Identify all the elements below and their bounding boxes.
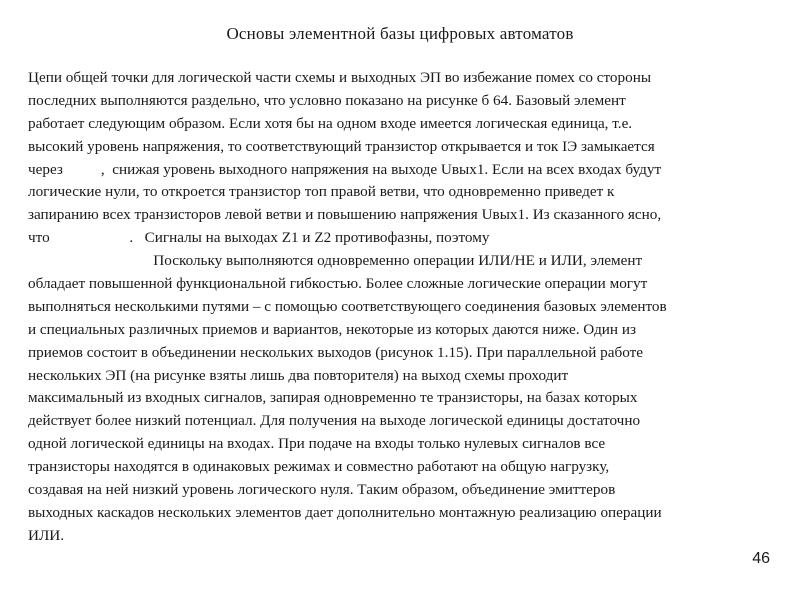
text-line: работает следующим образом. Если хотя бы на одном входе имеется логическая единица, т.е. bbox=[28, 114, 633, 132]
text-line: запиранию всех транзисторов левой ветви и повышению напряжения Uвых1. Из сказанного ясно, bbox=[28, 206, 662, 224]
body-paragraph bbox=[28, 67, 788, 548]
text-line: что . Сигналы на выходах Z1 и Z2 противофазны, поэтому bbox=[28, 229, 490, 247]
text-line: логические нули, то откроется транзистор топ правой ветви, что одновременно приведет к bbox=[28, 183, 615, 201]
text-line: действует более низкий потенциал. Для получения на выходе логической единицы достаточно bbox=[28, 412, 641, 430]
text-line: выходных каскадов нескольких элементов дает дополнительно монтажную реализацию операции bbox=[28, 503, 662, 521]
text-line: выполняться несколькими путями – с помощью соответствующего соединения базовых элементов bbox=[28, 297, 667, 315]
text-line: ИЛИ. bbox=[28, 526, 65, 544]
text-line: последних выполняются раздельно, что условно показано на рисунке б 64. Базовый элемент bbox=[28, 91, 626, 109]
text-line: высокий уровень напряжения, то соответствующий транзистор открывается и ток IЭ замыкается bbox=[28, 137, 655, 155]
text-line: максимальный из входных сигналов, запирая одновременно те транзисторы, на базах которых bbox=[28, 389, 638, 407]
text-line: через , снижая уровень выходного напряжения на выходе Uвых1. Если на всех входах будут bbox=[28, 160, 662, 178]
text-line: Поскольку выполняются одновременно операции ИЛИ/НЕ и ИЛИ, элемент bbox=[28, 252, 643, 270]
text-line: создавая на ней низкий уровень логического нуля. Таким образом, объединение эмиттеров bbox=[28, 481, 616, 499]
text-line: транзисторы находятся в одинаковых режимах и совместно работают на общую нагрузку, bbox=[28, 458, 610, 476]
slide-title: Основы элементной базы цифровых автоматов bbox=[226, 24, 574, 43]
text-line: и специальных различных приемов и вариантов, некоторые из которых даются ниже. Один из bbox=[28, 320, 636, 338]
text-line: приемов состоит в объединении нескольких выходов (рисунок 1.15). При параллельной работе bbox=[28, 343, 643, 361]
text-line: одной логической единицы на входах. При подаче на входы только нулевых сигналов все bbox=[28, 435, 606, 453]
text-line: обладает повышенной функциональной гибкостью. Более сложные логические операции могут bbox=[28, 275, 648, 293]
page-number: 46 bbox=[752, 550, 770, 567]
text-line: Цепи общей точки для логической части схемы и выходных ЭП во избежание помех со стороны bbox=[28, 69, 652, 86]
text-line: нескольких ЭП (на рисунке взяты лишь два повторителя) на выход схемы проходит bbox=[28, 366, 569, 384]
